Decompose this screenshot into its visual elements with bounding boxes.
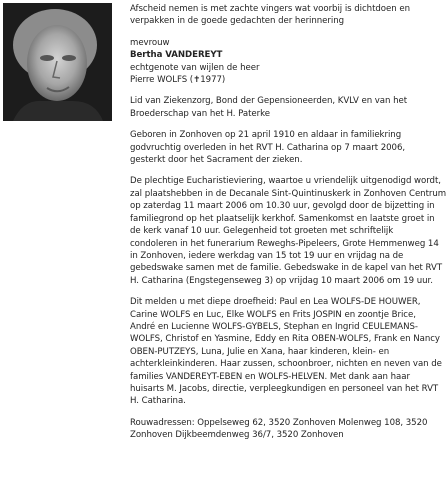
family-line: H. Catharina.	[130, 396, 186, 407]
addresses-paragraph	[130, 417, 442, 442]
funeral-line: op zaterdag 11 maart 2006 om 10.30 uur, gevolgd door de bijzetting in	[130, 201, 435, 212]
memberships-paragraph	[130, 95, 442, 120]
addresses-line: Zonhoven Dijkbeemdenweg 36/7, 3520 Zonhoven	[130, 430, 344, 441]
family-line: achterkleinkinderen. Haar zussen, schoonbroer, nichten en neven van de	[130, 359, 442, 370]
family-line: André en Lucienne WOLFS-GYBELS, Stephan en Ingrid CEULEMANS-	[130, 321, 418, 332]
funeral-line: familiegrond op het plaatselijk kerkhof. Samenkomst en laatste groet in	[130, 213, 435, 224]
funeral-line: gebedswake samen met de familie. Gebedswake in de kapel van het RVT	[130, 263, 443, 274]
spouse-line: echtgenote van wijlen de heer	[130, 62, 260, 73]
family-line: Dit melden u met diepe droefheid: Paul en Lea WOLFS-DE HOUWER,	[130, 297, 421, 308]
spouse-name: Pierre WOLFS (✝1977)	[130, 75, 226, 86]
funeral-paragraph	[130, 175, 446, 287]
birth-death-line: Geboren in Zonhoven op 21 april 1910 en aldaar in familiekring	[130, 130, 402, 141]
intro-quote	[130, 3, 442, 28]
birth-death-paragraph	[130, 129, 442, 166]
family-line: families VANDEREYT-EBEN en WOLFS-HELVEN. Met dank aan haar	[130, 371, 410, 382]
birth-death-line: godvruchtig overleden in het RVT H. Catharina op 7 maart 2006,	[130, 142, 406, 153]
funeral-line: de kerk vanaf 10 uur. Gelegenheid tot groeten met schriftelijk	[130, 226, 394, 237]
addresses-line: Rouwadressen: Oppelseweg 62, 3520 Zonhoven Molenweg 108, 3520	[130, 417, 428, 428]
funeral-line: in Zonhoven, iedere werkdag van 15 tot 19 uur en vrijdag na de	[130, 250, 404, 261]
family-line: huisarts M. Jacobs, directie, verpleegkundigen en personeel van het RVT	[130, 383, 439, 394]
family-line: OBEN-PUTZEYS, Luna, Julie en Xana, haar kinderen, klein- en	[130, 346, 390, 357]
funeral-line: De plechtige Eucharistieviering, waartoe u vriendelijk uitgenodigd wordt,	[130, 176, 441, 187]
intro-line: Afscheid nemen is met zachte vingers wat voorbij is dichtdoen en	[130, 4, 410, 14]
funeral-line: condoleren in het funerarium Reweghs-Pipeleers, Grote Hemmenweg 14	[130, 238, 439, 249]
honorific: mevrouw	[130, 37, 170, 48]
deceased-name: Bertha VANDEREYT	[130, 50, 223, 61]
funeral-line: zal plaatshebben in de Decanale Sint-Quintinuskerk in Zonhoven Centrum	[130, 188, 446, 199]
family-paragraph	[130, 296, 442, 408]
memberships-line: Lid van Ziekenzorg, Bond der Gepensioneerden, KVLV en van het	[130, 96, 408, 107]
funeral-line: H. Catharina (Engstegenseweg 3) op vrijdag 10 maart 2006 om 19 uur.	[130, 275, 433, 286]
family-line: WOLFS, Christof en Yasmine, Eddy en Rita OBEN-WOLFS, Frank en Nancy	[130, 334, 440, 345]
portrait-photo	[3, 3, 112, 121]
intro-line: verpakken in de goede gedachten der herinnering	[130, 16, 345, 27]
family-line: Carine WOLFS en Luc, Elke WOLFS en Frits JOSPIN en zoontje Brice,	[130, 309, 416, 320]
obituary-text	[130, 0, 446, 442]
memberships-line: Broederschap van het H. Paterke	[130, 108, 270, 119]
birth-death-line: gesterkt door het Sacrament der zieken.	[130, 155, 303, 166]
